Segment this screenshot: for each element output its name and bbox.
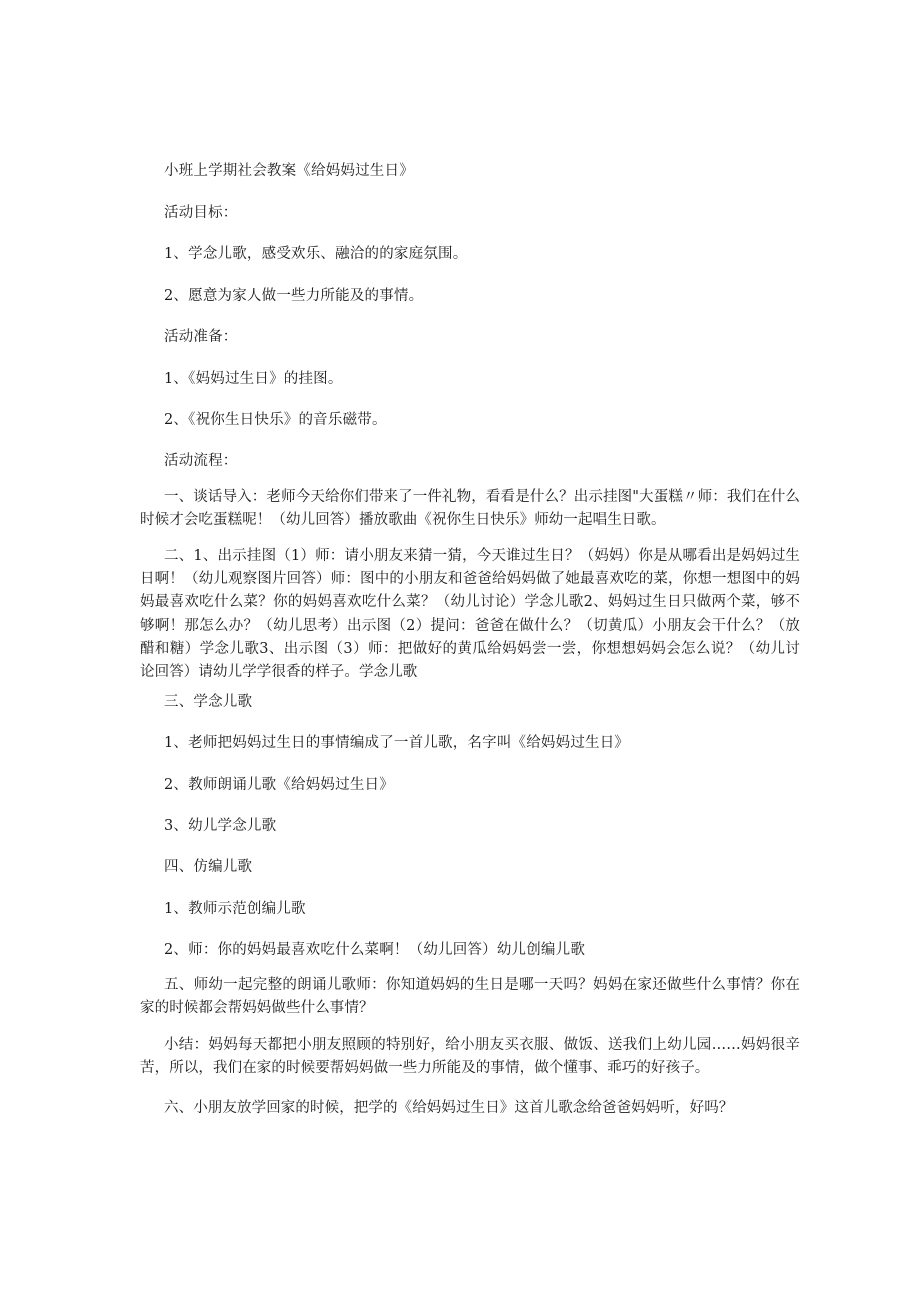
step3-item: 3、幼儿学念儿歌: [164, 818, 277, 834]
process-step-5: 五、师幼一起完整的朗诵儿歌师：你知道妈妈的生日是哪一天吗？妈妈在家还做些什么事情？你在家的时候都会帮妈妈做些什么事情？: [140, 977, 800, 1017]
preparation-heading: 活动准备：: [164, 329, 238, 345]
preparation-item: 2、《祝你生日快乐》的音乐磁带。: [164, 412, 387, 428]
process-heading: 活动流程：: [164, 453, 238, 469]
goal-item: 2、愿意为家人做一些力所能及的事情。: [164, 288, 424, 304]
document-title: 小班上学期社会教案《给妈妈过生日》: [164, 163, 414, 179]
process-step-1: 一、谈话导入：老师今天给你们带来了一件礼物，看看是什么？出示挂图"大蛋糕〃师：我们在什么时候才会吃蛋糕呢！（幼儿回答）播放歌曲《祝你生日快乐》师幼一起唱生日歌。: [140, 489, 800, 529]
step3-item: 2、教师朗诵儿歌《给妈妈过生日》: [164, 777, 394, 793]
step3-item: 1、老师把妈妈过生日的事情编成了一首儿歌，名字叫《给妈妈过生日》: [164, 735, 630, 751]
process-step-6: 六、小朋友放学回家的时候，把学的《给妈妈过生日》这首儿歌念给爸爸妈妈听，好吗？: [164, 1100, 734, 1116]
step4-item: 2、师：你的妈妈最喜欢吃什么菜啊！（幼儿回答）幼儿创编儿歌: [164, 942, 586, 958]
process-step-2: 二、1、出示挂图（1）师：请小朋友来猜一猜，今天谁过生日？（妈妈）你是从哪看出是妈妈过生日啊！（幼儿观察图片回答）师：图中的小朋友和爸爸给妈妈做了她最喜欢吃的菜，你想一想图中的妈妈最喜欢吃什么菜？你的妈妈喜欢吃什么菜？（幼儿讨论）学念儿歌2、妈妈过生日只做两个菜，够不够啊！那怎么办？（幼儿思考）出示图（2）提问：爸爸在做什么？（切黄瓜）小朋友会干什么？（放醋和糖）学念儿歌3、出示图（3）师：把做好的黄瓜给妈妈尝一尝，你想想妈妈会怎么说？（幼儿讨论回答）请幼儿学学很香的样子。学念儿歌: [140, 548, 800, 681]
step3-heading: 三、学念儿歌: [164, 694, 253, 710]
summary-paragraph: 小结：妈妈每天都把小朋友照顾的特别好，给小朋友买衣服、做饭、送我们上幼儿园……妈妈很辛苦，所以，我们在家的时候要帮妈妈做一些力所能及的事情，做个懂事、乖巧的好孩子。: [140, 1037, 800, 1077]
goals-heading: 活动目标：: [164, 205, 238, 221]
step4-item: 1、教师示范创编儿歌: [164, 901, 306, 917]
goal-item: 1、学念儿歌，感受欢乐、融洽的的家庭氛围。: [164, 246, 468, 262]
preparation-item: 1、《妈妈过生日》的挂图。: [164, 371, 343, 387]
step4-heading: 四、仿编儿歌: [164, 859, 253, 875]
